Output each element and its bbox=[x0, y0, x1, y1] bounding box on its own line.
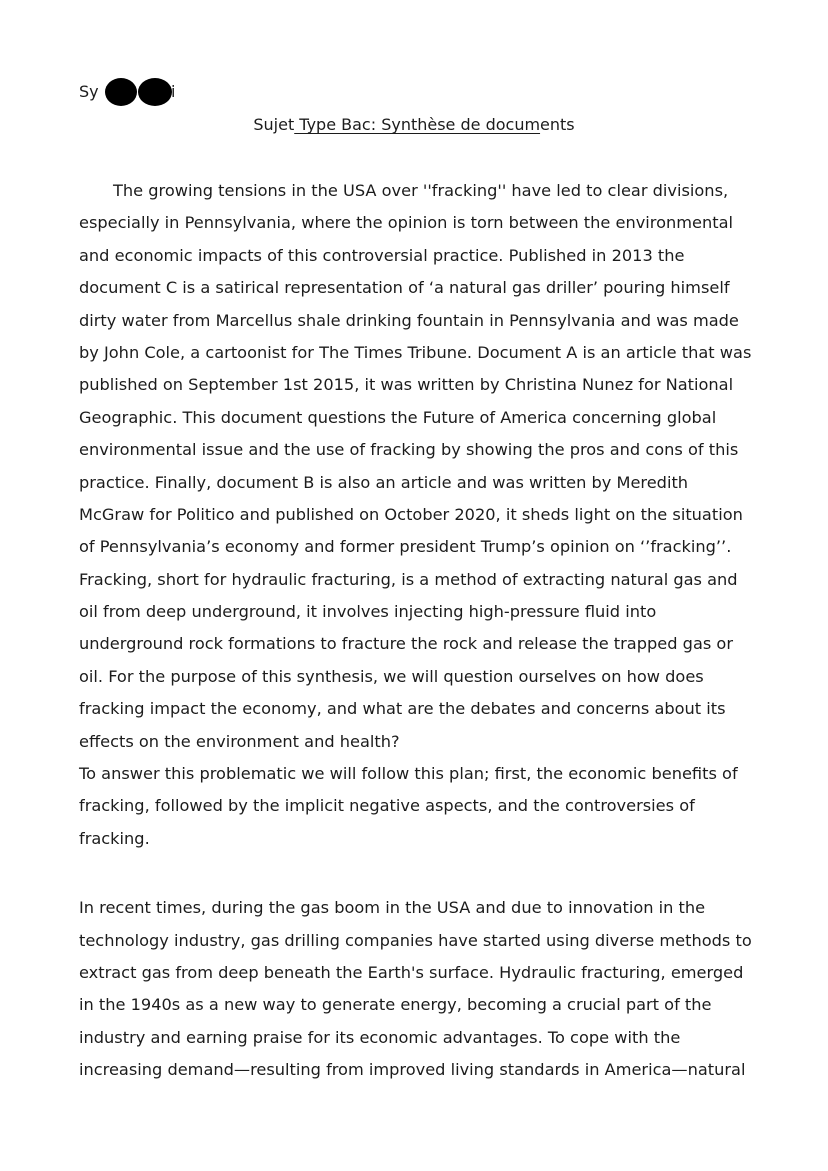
title-prefix: Sujet bbox=[253, 115, 295, 134]
document-title bbox=[0, 113, 828, 137]
intro-paragraph bbox=[79, 175, 754, 855]
text-line: fracking. bbox=[79, 828, 150, 848]
text-line: document C is a satirical representation of ‘a natural gas driller’ pouring himself bbox=[79, 278, 730, 298]
text-line: McGraw for Politico and published on October 2020, it sheds light on the situation bbox=[79, 504, 743, 524]
second-paragraph bbox=[79, 892, 754, 1086]
text-line: Fracking, short for hydraulic fracturing, is a method of extracting natural gas and bbox=[79, 569, 738, 589]
paragraph-gap bbox=[79, 855, 754, 892]
text-line: technology industry, gas drilling companies have started using diverse methods to bbox=[79, 930, 752, 950]
document-body bbox=[79, 175, 754, 1087]
text-line: published on September 1st 2015, it was written by Christina Nunez for National bbox=[79, 375, 734, 395]
text-line: environmental issue and the use of fracking by showing the pros and cons of this bbox=[79, 440, 739, 460]
title-suffix: ents bbox=[540, 115, 575, 134]
author-name bbox=[79, 80, 176, 104]
text-line: Geographic. This document questions the Future of America concerning global bbox=[79, 407, 717, 427]
text-line: To answer this problematic we will follow this plan; first, the economic benefits of bbox=[79, 764, 738, 784]
text-line: oil. For the purpose of this synthesis, we will question ourselves on how does bbox=[79, 666, 704, 686]
text-line: underground rock formations to fracture the rock and release the trapped gas or bbox=[79, 634, 733, 654]
text-line: industry and earning praise for its economic advantages. To cope with the bbox=[79, 1027, 681, 1047]
redaction-mark bbox=[105, 78, 137, 106]
text-line: dirty water from Marcellus shale drinking fountain in Pennsylvania and was made bbox=[79, 310, 739, 330]
text-line: of Pennsylvania’s economy and former president Trump’s opinion on ‘’fracking’’. bbox=[79, 537, 732, 557]
text-line: effects on the environment and health? bbox=[79, 731, 400, 751]
text-line: by John Cole, a cartoonist for The Times Tribune. Document A is an article that was bbox=[79, 342, 752, 362]
text-line: increasing demand—resulting from improved living standards in America—natural bbox=[79, 1060, 746, 1080]
text-line: The growing tensions in the USA over ''fracking'' have led to clear divisions, bbox=[113, 181, 729, 200]
text-line: practice. Finally, document B is also an article and was written by Meredith bbox=[79, 472, 689, 492]
text-line: in the 1940s as a new way to generate energy, becoming a crucial part of the bbox=[79, 995, 712, 1015]
text-line: fracking impact the economy, and what are the debates and concerns about its bbox=[79, 699, 726, 719]
text-line: extract gas from deep beneath the Earth's surface. Hydraulic fracturing, emerged bbox=[79, 962, 744, 982]
text-line: especially in Pennsylvania, where the opinion is torn between the environmental bbox=[79, 213, 733, 233]
text-line: and economic impacts of this controversial practice. Published in 2013 the bbox=[79, 245, 685, 265]
text-line: fracking, followed by the implicit negative aspects, and the controversies of bbox=[79, 796, 695, 816]
author-name-start: Sy bbox=[79, 82, 99, 101]
title-underlined: Type Bac: Synthèse de docum bbox=[294, 115, 541, 134]
text-line: oil from deep underground, it involves injecting high-pressure fluid into bbox=[79, 602, 657, 622]
redaction-mark bbox=[138, 78, 172, 106]
text-line: In recent times, during the gas boom in the USA and due to innovation in the bbox=[79, 898, 706, 918]
author-name-end: i bbox=[171, 82, 176, 101]
